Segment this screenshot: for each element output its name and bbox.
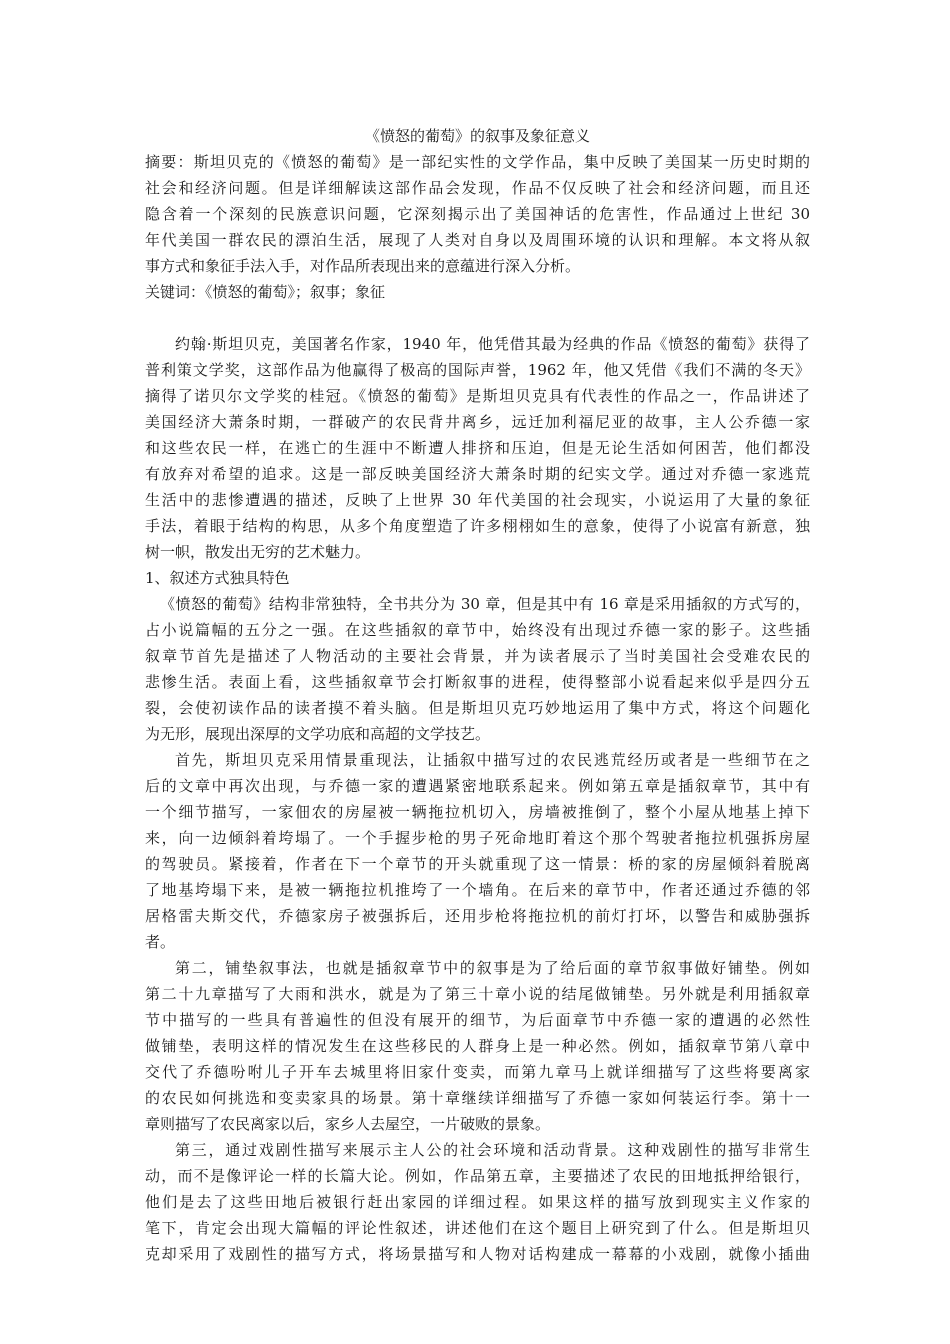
section1-paragraph-4 [145,1137,810,1267]
paragraph-line: 了地基垮塌下来，是被一辆拖拉机推垮了一个墙角。在后来的章节中，作者还通过乔德的邻 [145,881,810,899]
abstract-line: 隐含着一个深刻的民族意识问题，它深刻揭示出了美国神话的危害性，作品通过上世纪 30 [145,205,810,223]
paragraph-line: 叙章节首先是描述了人物活动的主要社会背景，并为读者展示了当时美国社会受难农民的 [145,647,810,665]
paragraph-line: 占小说篇幅的五分之一强。在这些插叙的章节中，始终没有出现过乔德一家的影子。这些插 [145,621,810,639]
paragraph-line: 来，向一边倾斜着垮塌了。一个手握步枪的男子死命地盯着这个那个驾驶者拖拉机强拆房屋 [145,829,810,847]
paragraph-line: 树一帜，散发出无穷的艺术魅力。 [145,543,371,561]
paragraph-line: 后的文章中再次出现，与乔德一家的遭遇紧密地联系起来。例如第五章是插叙章节，其中有 [145,777,810,795]
paragraph-line: 的驾驶员。紧接着，作者在下一个章节的开头就重现了这一情景：桥的家的房屋倾斜着脱离 [145,855,810,873]
paragraph-line: 第二，铺垫叙事法，也就是插叙章节中的叙事是为了给后面的章节叙事做好铺垫。例如 [175,959,810,977]
abstract [145,149,810,279]
section1-paragraph-2 [145,747,810,955]
paragraph-line: 节中描写的一些具有普遍性的但没有展开的细节，为后面章节中乔德一家的遭遇的必然性 [145,1011,810,1029]
paragraph-line: 的农民如何挑选和变卖家具的场景。第十章继续详细描写了乔德一家如何装运行李。第十一 [145,1089,810,1107]
paragraph-line: 者。 [145,933,176,951]
paragraph-line: 裂，会使初读作品的读者摸不着头脑。但是斯坦贝克巧妙地运用了集中方式，将这个问题化 [145,699,810,717]
intro-paragraph [145,331,810,565]
document-page [145,123,810,1267]
paragraph-line: 居格雷夫斯交代，乔德家房子被强拆后，还用步枪将拖拉机的前灯打坏，以警告和威胁强拆 [145,907,810,925]
paragraph-line: 一个细节描写，一家佃农的房屋被一辆拖拉机切入，房墙被推倒了，整个小屋从地基上掉下 [145,803,810,821]
keywords: 关键词：《愤怒的葡萄》；叙事；象征 [145,283,386,301]
paragraph-line: 克却采用了戏剧性的描写方式，将场景描写和人物对话构建成一幕幕的小戏剧，就像小插曲 [145,1245,810,1263]
abstract-line: 年代美国一群农民的漂泊生活，展现了人类对自身以及周围环境的认识和理解。本文将从叙 [145,231,810,249]
paragraph-line: 为无形，展现出深厚的文学功底和高超的文学技艺。 [145,725,491,743]
paragraph-line: 交代了乔德吩咐儿子开车去城里将旧家什变卖，而第九章马上就详细描写了这些将要离家 [145,1063,810,1081]
paragraph-line: 和这些农民一样，在逃亡的生涯中不断遭人排挤和压迫，但是无论生活如何困苦，他们都没 [145,439,810,457]
paragraph-line: 普利策文学奖，这部作品为他赢得了极高的国际声誉，1962 年，他又凭借《我们不满的冬天》 [145,361,810,379]
abstract-line: 社会和经济问题。但是详细解读这部作品会发现，作品不仅反映了社会和经济问题，而且还 [145,179,810,197]
paragraph-line: 做铺垫，表明这样的情况发生在这些移民的人群身上是一种必然。例如，插叙章节第八章中 [145,1037,810,1055]
blank-line [145,305,810,331]
abstract-line: 事方式和象征手法入手，对作品所表现出来的意蕴进行深入分析。 [145,257,581,275]
paragraph-line: 动，而不是像评论一样的长篇大论。例如，作品第五章，主要描述了农民的田地抵押给银行， [145,1167,810,1185]
paragraph-line: 美国经济大萧条时期，一群破产的农民背井离乡，远迁加利福尼亚的故事，主人公乔德一家 [145,413,810,431]
section1-paragraph-1 [145,591,810,747]
paragraph-line: 笔下，肯定会出现大篇幅的评论性叙述，讲述他们在这个题目上研究到了什么。但是斯坦贝 [145,1219,810,1237]
paragraph-line: 摘得了诺贝尔文学奖的桂冠。《愤怒的葡萄》是斯坦贝克具有代表性的作品之一，作品讲述了 [145,387,810,405]
paragraph-line: 第二十九章描写了大雨和洪水，就是为了第三十章小说的结尾做铺垫。另外就是利用插叙章 [145,985,810,1003]
paragraph-line: 悲惨生活。表面上看，这些插叙章节会打断叙事的进程，使得整部小说看起来似乎是四分五 [145,673,810,691]
section-heading: 1、叙述方式独具特色 [145,569,290,587]
paragraph-line: 章则描写了农民离家以后，家乡人去屋空，一片破败的景象。 [145,1115,551,1133]
paragraph-line: 第三，通过戏剧性描写来展示主人公的社会环境和活动背景。这种戏剧性的描写非常生 [175,1141,810,1159]
document-title: 《愤怒的葡萄》的叙事及象征意义 [364,127,590,145]
paragraph-line: 《愤怒的葡萄》结构非常独特，全书共分为 30 章，但是其中有 16 章是采用插叙的方式写的， [160,595,810,613]
abstract-line: 摘要：斯坦贝克的《愤怒的葡萄》是一部纪实性的文学作品，集中反映了美国某一历史时期的 [145,153,810,171]
section1-paragraph-3 [145,955,810,1137]
paragraph-line: 他们是去了这些田地后被银行赶出家园的详细过程。如果这样的描写放到现实主义作家的 [145,1193,810,1211]
paragraph-line: 约翰·斯坦贝克，美国著名作家，1940 年，他凭借其最为经典的作品《愤怒的葡萄》获得了 [175,335,810,353]
paragraph-line: 生活中的悲惨遭遇的描述，反映了上世界 30 年代美国的社会现实，小说运用了大量的象征 [145,491,810,509]
paragraph-line: 首先，斯坦贝克采用情景重现法，让插叙中描写过的农民逃荒经历或者是一些细节在之 [175,751,810,769]
paragraph-line: 有放弃对希望的追求。这是一部反映美国经济大萧条时期的纪实文学。通过对乔德一家逃荒 [145,465,810,483]
paragraph-line: 手法，着眼于结构的构思，从多个角度塑造了许多栩栩如生的意象，使得了小说富有新意，独 [145,517,810,535]
